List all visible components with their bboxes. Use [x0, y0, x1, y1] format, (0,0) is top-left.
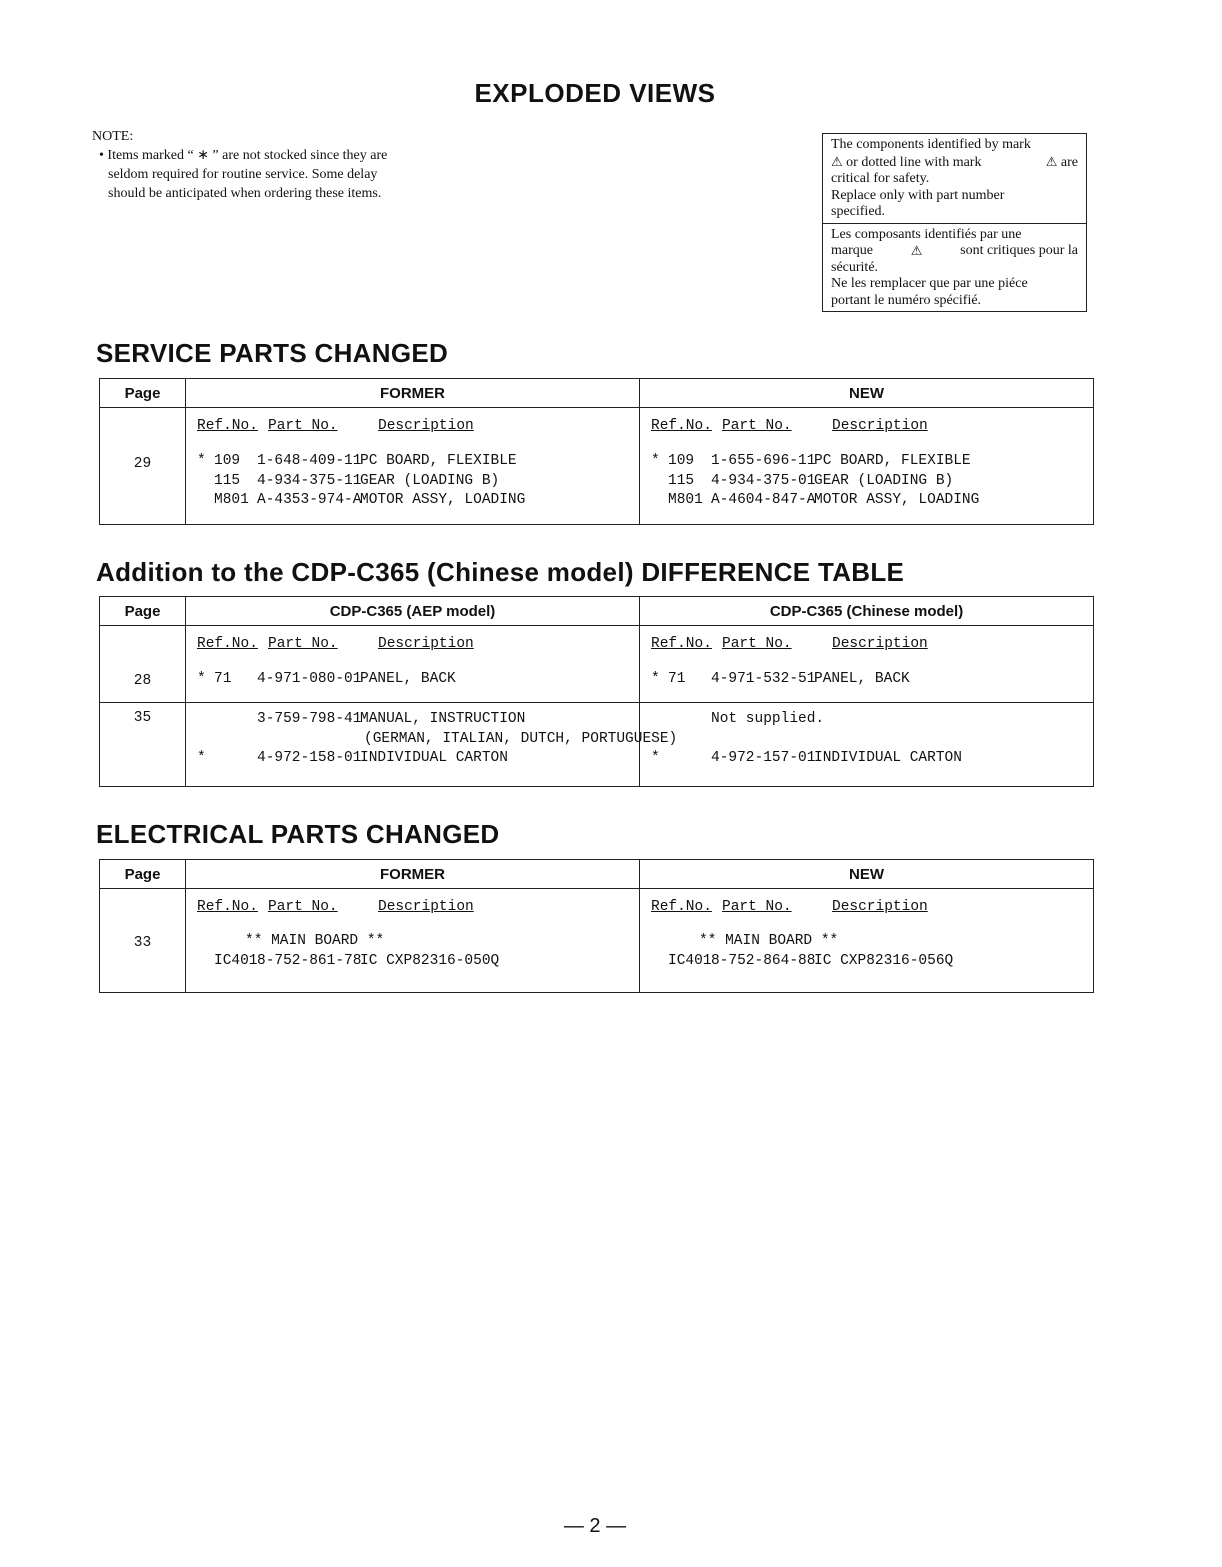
safety-text-part: sont critiques pour la: [960, 243, 1078, 258]
subheader-desc: Description: [378, 418, 474, 434]
subheader: [640, 889, 1093, 915]
subheader-ref: Ref.No.: [651, 418, 712, 434]
note-line: Items marked “ ∗ ” are not stocked since they are: [107, 148, 388, 163]
table-row: 3-759-798-41 MANUAL, INSTRUCTION: [257, 711, 526, 727]
subheader-ref: Ref.No.: [197, 636, 258, 652]
subheader: [640, 626, 1093, 652]
subheader-ref: Ref.No.: [197, 899, 258, 915]
chinese-cell: [640, 703, 1094, 787]
service-parts-table: [99, 378, 1094, 525]
column-header-former: FORMER: [186, 860, 640, 889]
subheader-desc: Description: [832, 636, 928, 652]
note-bullet: [92, 146, 387, 203]
safety-text: Les composants identifiés par une: [831, 226, 1022, 242]
page-number-cell: [100, 889, 186, 993]
subheader-part: Part No.: [722, 899, 792, 915]
table-row: M801 A-4353-974-A MOTOR ASSY, LOADING: [214, 492, 526, 508]
safety-text: portant le numéro spécifié.: [831, 292, 982, 308]
page-number: 33: [133, 935, 152, 951]
safety-text: [831, 243, 1078, 260]
difference-table: [99, 596, 1094, 787]
table-row: * 71 4-971-080-01 PANEL, BACK: [197, 671, 456, 687]
page-number-cell: [100, 408, 186, 525]
page-number-cell: [100, 703, 186, 787]
subheader: [186, 626, 639, 652]
subheader-part: Part No.: [722, 636, 792, 652]
safety-text: The components identified by mark: [831, 137, 1031, 152]
column-header-former: FORMER: [186, 379, 640, 408]
note-line: should be anticipated when ordering these items.: [108, 186, 382, 201]
safety-notice-french: [823, 223, 1086, 312]
board-label: ** MAIN BOARD **: [245, 933, 385, 949]
note-line: seldom required for routine service. Some delay: [108, 167, 378, 182]
warning-icon: ⚠: [1045, 153, 1058, 169]
table-row: Not supplied.: [711, 711, 825, 727]
service-parts-heading: SERVICE PARTS CHANGED: [96, 338, 449, 368]
new-cell: [640, 889, 1094, 993]
aep-cell: [186, 626, 640, 703]
table-row-detail: (GERMAN, ITALIAN, DUTCH, PORTUGUESE): [364, 730, 678, 747]
note-heading: NOTE:: [92, 129, 134, 144]
safety-notice-english: [823, 134, 1086, 223]
subheader: [186, 889, 639, 915]
table-row: * 4-972-157-01 INDIVIDUAL CARTON: [651, 750, 962, 766]
safety-text: Replace only with part number: [831, 187, 1005, 203]
subheader-part: Part No.: [268, 418, 338, 434]
aep-cell: [186, 703, 678, 787]
table-row: * 109 1-648-409-11 PC BOARD, FLEXIBLE: [197, 453, 517, 469]
table-row: * 71 4-971-532-51 PANEL, BACK: [651, 671, 910, 687]
column-header-page: Page: [100, 597, 186, 626]
subheader-ref: Ref.No.: [651, 899, 712, 915]
column-header-page: Page: [100, 379, 186, 408]
table-row: IC401 8-752-861-78 IC CXP82316-050Q: [214, 952, 500, 969]
column-header-aep: CDP-C365 (AEP model): [186, 597, 640, 626]
former-cell: [186, 889, 640, 993]
page-footer-number: — 2 —: [563, 1515, 627, 1537]
column-header-chinese: CDP-C365 (Chinese model): [640, 597, 1094, 626]
safety-text-part: or dotted line with mark: [846, 154, 982, 170]
safety-text-part: are: [1060, 154, 1078, 170]
subheader-part: Part No.: [268, 899, 338, 915]
table-row: * 4-972-158-01 INDIVIDUAL CARTON: [197, 750, 508, 766]
subheader-desc: Description: [832, 899, 928, 915]
spacer-row: [640, 730, 1093, 750]
subheader-ref: Ref.No.: [651, 636, 712, 652]
safety-text: sécurité.: [831, 259, 879, 275]
subheader-desc: Description: [832, 418, 928, 434]
page-title: EXPLODED VIEWS: [474, 78, 716, 108]
table-row: * 109 1-655-696-11 PC BOARD, FLEXIBLE: [651, 453, 971, 469]
page-number: 35: [133, 710, 152, 726]
column-header-page: Page: [100, 860, 186, 889]
electrical-parts-heading: ELECTRICAL PARTS CHANGED: [96, 819, 500, 849]
safety-text-part: marque: [831, 243, 873, 258]
warning-icon: ⚠: [831, 153, 843, 169]
table-row: M801 A-4604-847-A MOTOR ASSY, LOADING: [668, 492, 980, 508]
table-row: 115 4-934-375-11 GEAR (LOADING B): [214, 472, 500, 489]
column-header-new: NEW: [640, 379, 1094, 408]
warning-icon: ⚠: [910, 243, 923, 258]
subheader-part: Part No.: [722, 418, 792, 434]
safety-text: [831, 154, 1078, 172]
safety-text: critical for safety.: [831, 171, 930, 186]
column-header-new: NEW: [640, 860, 1094, 889]
bullet-mark: •: [99, 148, 104, 163]
former-cell: [186, 408, 640, 525]
page-number-cell: [100, 626, 186, 703]
safety-notice: [822, 133, 1087, 312]
table-row: 115 4-934-375-01 GEAR (LOADING B): [668, 472, 954, 489]
new-cell: [640, 408, 1094, 525]
subheader-desc: Description: [378, 899, 474, 915]
table-row: IC401 8-752-864-88 IC CXP82316-056Q: [668, 952, 954, 969]
difference-table-heading: Addition to the CDP-C365 (Chinese model) DIFFERENCE TABLE: [96, 557, 905, 587]
note-block: [92, 127, 387, 203]
subheader-ref: Ref.No.: [197, 418, 258, 434]
board-label: ** MAIN BOARD **: [699, 933, 839, 949]
page-number: 29: [133, 456, 152, 472]
safety-text: Ne les remplacer que par une piéce: [831, 276, 1028, 291]
chinese-cell: [640, 626, 1094, 703]
safety-text: specified.: [831, 204, 886, 219]
page-number: 28: [133, 673, 152, 689]
subheader: [640, 408, 1093, 434]
electrical-parts-table: [99, 859, 1094, 993]
subheader-desc: Description: [378, 636, 474, 652]
subheader: [186, 408, 639, 434]
subheader-part: Part No.: [268, 636, 338, 652]
